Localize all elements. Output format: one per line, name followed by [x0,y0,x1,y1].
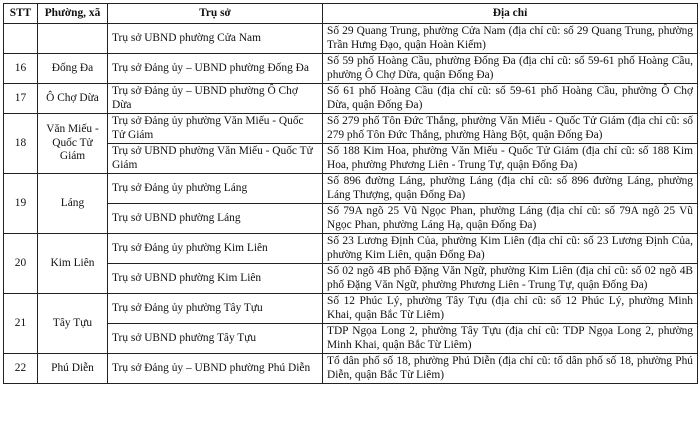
ward-cell: Văn Miếu - Quốc Tử Giám [38,114,108,174]
table-row [4,294,698,324]
office-cell: Trụ sở UBND phường Láng [108,204,323,234]
address-cell: Số 79A ngõ 25 Vũ Ngọc Phan, phường Láng (địa chỉ cũ: số 79A ngõ 25 Vũ Ngọc Phan, phường Láng Hạ, quận Đống Đa) [323,204,698,234]
address-cell: Số 02 ngõ 4B phố Đặng Văn Ngữ, phường Kim Liên (địa chỉ cũ: số 02 ngõ 4B phố Đặng Văn Ngữ, phường Phương Liên - Trung Tự, quận Đống Đa) [323,264,698,294]
table-row [4,144,698,174]
header-ward: Phường, xã [38,4,108,24]
office-cell: Trụ sở Đảng ủy – UBND phường Đống Đa [108,54,323,84]
ward-cell: Tây Tựu [38,294,108,354]
table-row [4,84,698,114]
address-cell: Số 188 Kim Hoa, phường Văn Miếu - Quốc Tử Giám (địa chỉ cũ: số 188 Kim Hoa, phường Phương Liên - Trung Tự, quận Đống Đa) [323,144,698,174]
ward-cell [38,24,108,54]
office-cell: Trụ sở UBND phường Cửa Nam [108,24,323,54]
stt-cell: 19 [4,174,38,234]
header-row [4,4,698,24]
address-cell: TDP Ngọa Long 2, phường Tây Tựu (địa chỉ cũ: TDP Ngọa Long 2, phường Minh Khai, quận Bắc Từ Liêm) [323,324,698,354]
office-cell: Trụ sở Đảng ủy – UBND phường Ô Chợ Dừa [108,84,323,114]
office-cell: Trụ sở Đảng ủy phường Văn Miếu - Quốc Tử Giám [108,114,323,144]
ward-cell: Kim Liên [38,234,108,294]
office-cell: Trụ sở Đảng ủy – UBND phường Phú Diễn [108,354,323,384]
table-row [4,324,698,354]
office-cell: Trụ sở Đảng ủy phường Tây Tựu [108,294,323,324]
address-cell: Số 896 đường Láng, phường Láng (địa chỉ cũ: số 896 đường Láng, phường Láng Thượng, quận Đống Đa) [323,174,698,204]
header-address: Địa chỉ [323,4,698,24]
address-cell: Số 61 phố Hoàng Cầu (địa chỉ cũ: số 59-61 phố Hoàng Cầu, phường Ô Chợ Dừa, quận Đống Đa) [323,84,698,114]
table-row [4,174,698,204]
office-cell: Trụ sở Đảng ủy phường Láng [108,174,323,204]
table-row [4,204,698,234]
stt-cell: 18 [4,114,38,174]
stt-cell: 22 [4,354,38,384]
table-row [4,264,698,294]
table-row [4,234,698,264]
ward-cell: Ô Chợ Dừa [38,84,108,114]
table-row [4,24,698,54]
address-cell: Tổ dân phố số 18, phường Phú Diễn (địa chỉ cũ: tổ dân phố số 18, phường Phú Diễn, quận Bắc Từ Liêm) [323,354,698,384]
ward-cell: Láng [38,174,108,234]
ward-cell: Đống Đa [38,54,108,84]
address-cell: Số 12 Phúc Lý, phường Tây Tựu (địa chỉ cũ: số 12 Phúc Lý, phường Minh Khai, quận Bắc Từ Liêm) [323,294,698,324]
stt-cell [4,24,38,54]
address-cell: Số 59 phố Hoàng Cầu, phường Đống Đa (địa chỉ cũ: số 59-61 phố Hoàng Cầu, phường Ô Chợ Dừa, quận Đống Đa) [323,54,698,84]
ward-cell: Phú Diễn [38,354,108,384]
table-row [4,114,698,144]
table-row [4,354,698,384]
office-cell: Trụ sở Đảng ủy phường Kim Liên [108,234,323,264]
stt-cell: 20 [4,234,38,294]
stt-cell: 17 [4,84,38,114]
header-stt: STT [4,4,38,24]
office-cell: Trụ sở UBND phường Kim Liên [108,264,323,294]
table-row [4,54,698,84]
stt-cell: 21 [4,294,38,354]
address-cell: Số 29 Quang Trung, phường Cửa Nam (địa chỉ cũ: số 29 Quang Trung, phường Trần Hưng Đạo, quận Hoàn Kiếm) [323,24,698,54]
office-address-table [3,3,698,384]
office-cell: Trụ sở UBND phường Văn Miếu - Quốc Tử Giám [108,144,323,174]
office-cell: Trụ sở UBND phường Tây Tựu [108,324,323,354]
address-cell: Số 279 phố Tôn Đức Thắng, phường Văn Miếu - Quốc Tử Giám (địa chỉ cũ: số 279 phố Tôn Đức Thắng, phường Hàng Bột, quận Đống Đa) [323,114,698,144]
header-office: Trụ sở [108,4,323,24]
stt-cell: 16 [4,54,38,84]
address-cell: Số 23 Lương Định Của, phường Kim Liên (địa chỉ cũ: số 23 Lương Định Của, phường Kim Liên, quận Đống Đa) [323,234,698,264]
